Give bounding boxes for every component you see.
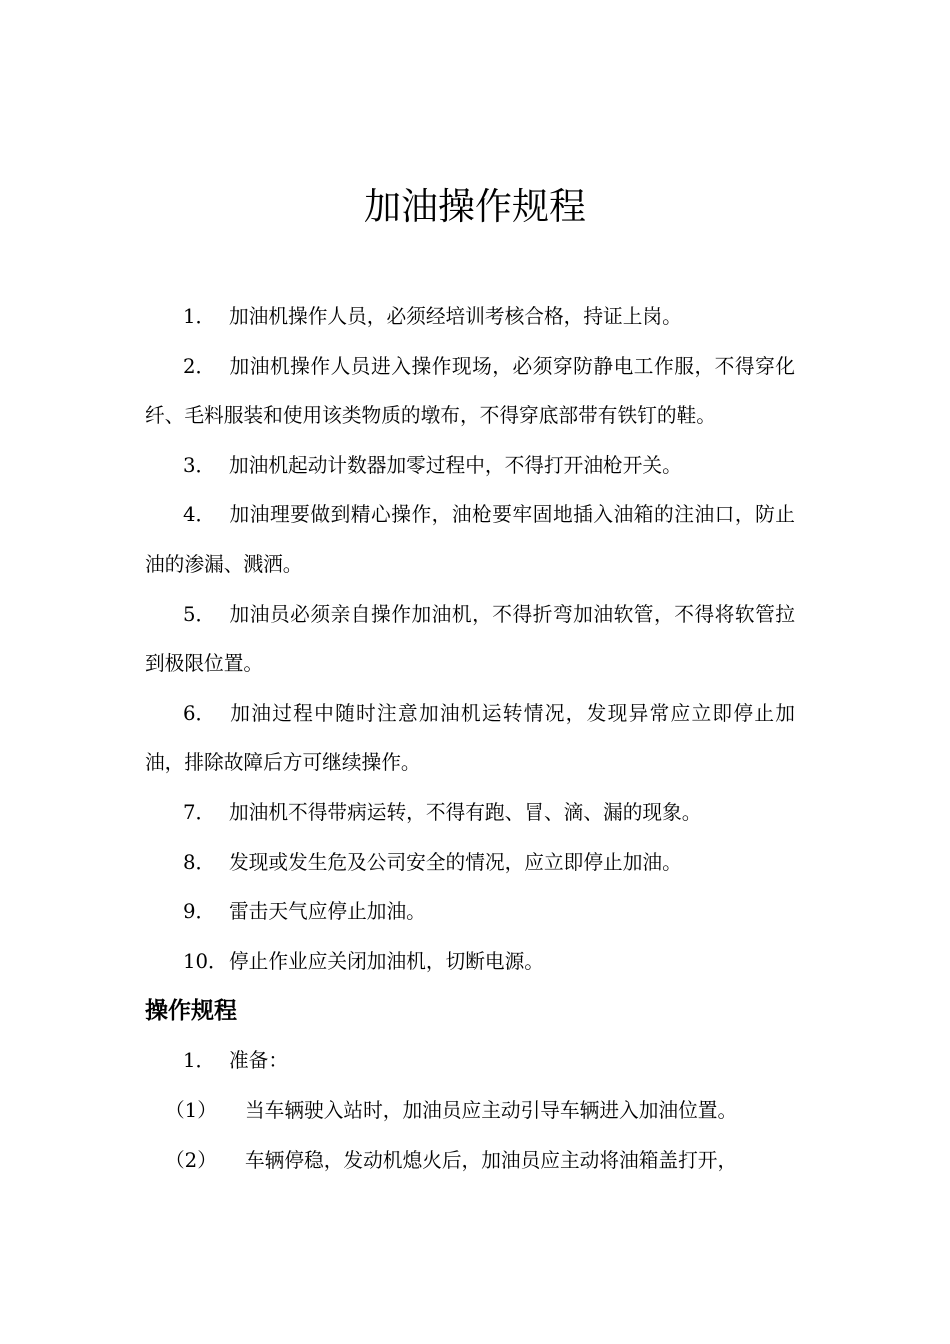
sub-step-item — [145, 1136, 795, 1186]
rule-text: 加油机操作人员进入操作现场，必须穿防静电工作服，不得穿化纤、毛料服装和使用该类物质的墩布，不得穿底部带有铁钉的鞋。 — [145, 354, 795, 428]
rule-number: 5． — [183, 602, 216, 626]
document-body — [145, 292, 795, 1185]
rule-text: 加油机操作人员，必须经培训考核合格，持证上岗。 — [229, 305, 682, 328]
step-number: 1． — [183, 1049, 216, 1073]
document-title: 加油操作规程 — [364, 185, 586, 228]
sub-step-item — [145, 1086, 795, 1136]
rule-text: 发现或发生危及公司安全的情况，应立即停止加油。 — [229, 850, 682, 874]
step-item — [145, 1036, 795, 1086]
rule-item — [145, 441, 795, 491]
rule-text: 雷击天气应停止加油。 — [229, 900, 426, 924]
rule-number: 9． — [183, 900, 216, 924]
rule-text: 加油过程中随时注意加油机运转情况，发现异常应立即停止加油，排除故障后方可继续操作。 — [145, 701, 795, 775]
rule-number: 6． — [183, 701, 216, 725]
rule-number: 3． — [183, 453, 216, 477]
rule-text: 加油机起动计数器加零过程中，不得打开油枪开关。 — [229, 453, 682, 477]
rule-item — [145, 342, 795, 441]
sub-step-number: （2） — [165, 1148, 217, 1172]
rule-item — [145, 689, 795, 788]
rule-item — [145, 490, 795, 589]
rule-item — [145, 838, 795, 888]
rule-number: 2． — [183, 354, 216, 378]
rule-item — [145, 590, 795, 689]
rule-text: 加油员必须亲自操作加油机，不得折弯加油软管，不得将软管拉到极限位置。 — [145, 602, 795, 676]
rule-item — [145, 788, 795, 838]
sub-step-text: 车辆停稳，发动机熄火后，加油员应主动将油箱盖打开， — [245, 1148, 738, 1172]
rule-number: 10． — [183, 949, 228, 973]
rule-number: 1． — [183, 305, 216, 328]
rule-text: 加油理要做到精心操作，油枪要牢固地插入油箱的注油口，防止油的渗漏、溅洒。 — [145, 503, 795, 576]
rule-text: 加油机不得带病运转，不得有跑、冒、滴、漏的现象。 — [229, 800, 702, 824]
rule-number: 8． — [183, 850, 216, 874]
rule-number: 7． — [183, 800, 216, 824]
rule-item — [145, 292, 795, 342]
sub-step-text: 当车辆驶入站时，加油员应主动引导车辆进入加油位置。 — [245, 1098, 738, 1122]
rule-number: 4． — [183, 503, 216, 527]
rule-item — [145, 937, 795, 987]
rule-item — [145, 887, 795, 937]
section-heading: 操作规程 — [145, 998, 237, 1025]
rule-text: 停止作业应关闭加油机，切断电源。 — [229, 949, 544, 973]
sub-step-number: （1） — [165, 1098, 217, 1122]
step-text: 准备： — [229, 1049, 289, 1073]
